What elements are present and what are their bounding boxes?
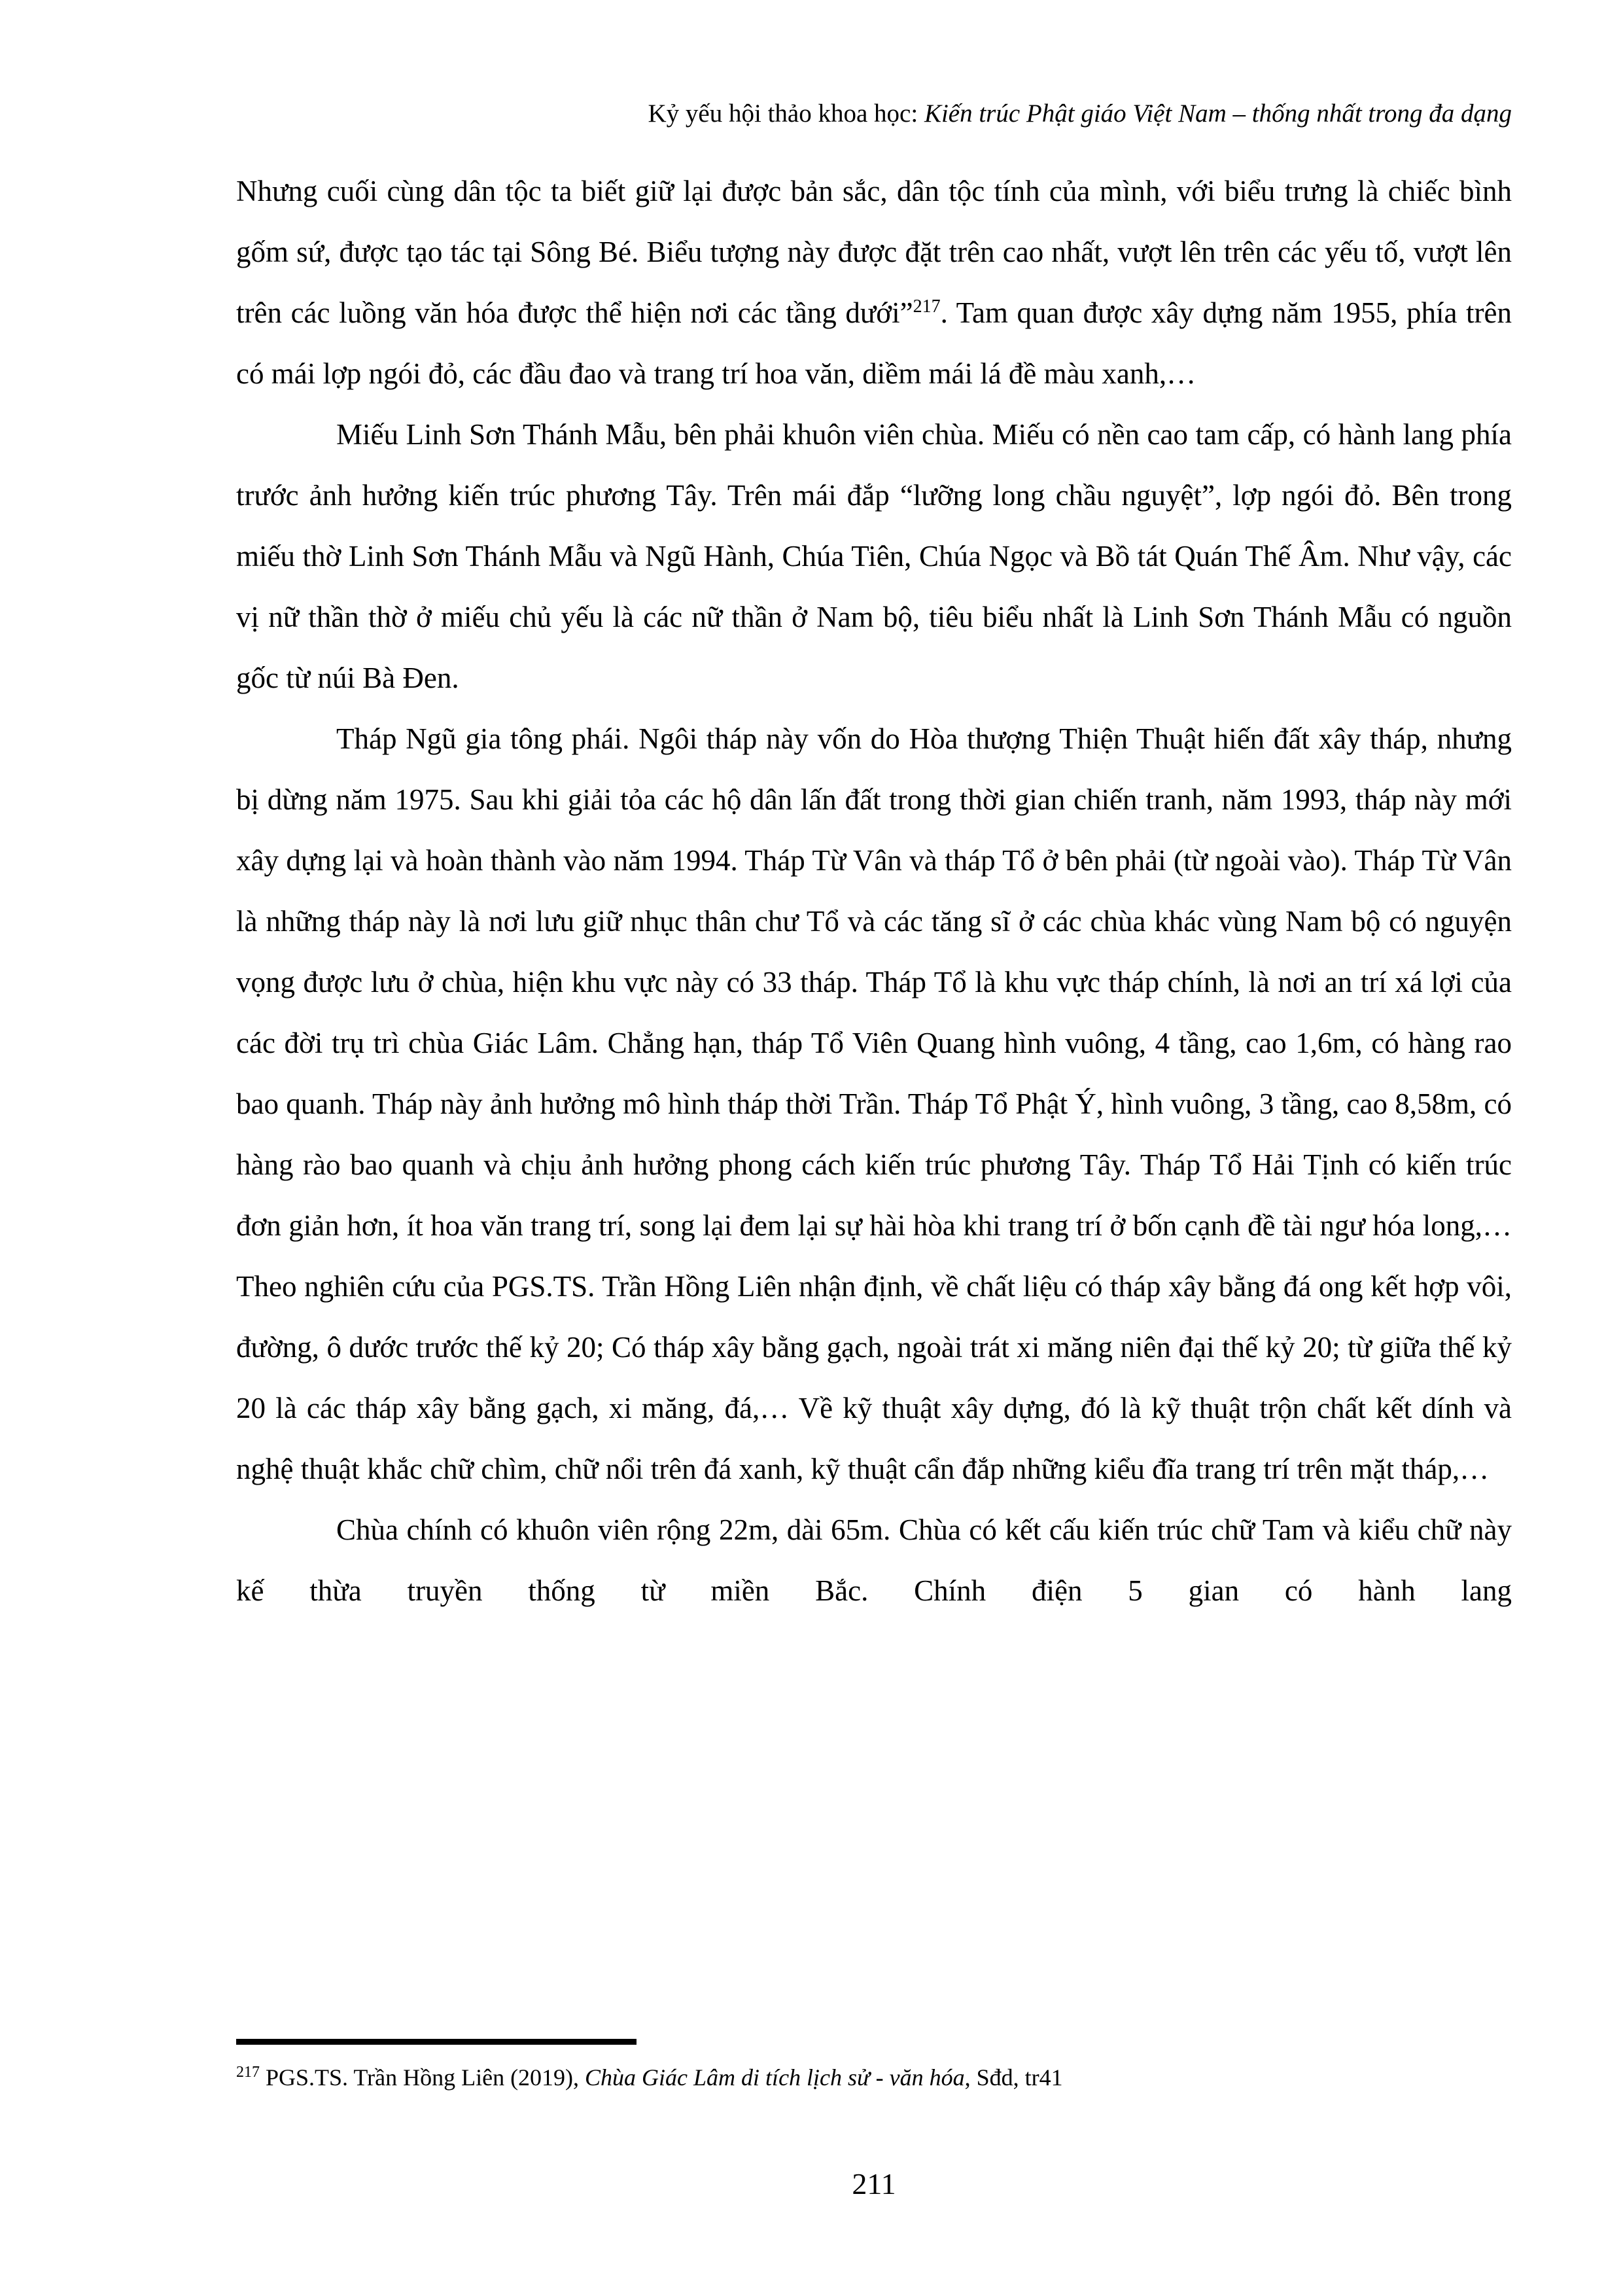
text-segment: Miếu Linh Sơn Thánh Mẫu, bên phải khuôn viên chùa. Miếu có nền cao tam cấp, có hành lang phía trước ảnh hưởng kiến trúc phương Tây. Trên mái đắp “lưỡng long chầu nguyệt”, lợp ngói đỏ. Bên trong miếu thờ Linh Sơn Thánh Mẫu và Ngũ Hành, Chúa Tiên, Chúa Ngọc và Bồ tát Quán Thế Âm. Như vậy, các vị nữ thần thờ ở miếu chủ yếu là các nữ thần ở Nam bộ, tiêu biểu nhất là Linh Sơn Thánh Mẫu có nguồn gốc từ núi Bà Đen. bbox=[236, 418, 1512, 694]
text-segment: Chùa Giác Lâm di tích lịch sử - văn hóa bbox=[585, 2064, 965, 2091]
page-number: 211 bbox=[852, 2167, 896, 2200]
header-conference-title: Kiến trúc Phật giáo Việt Nam – thống nhất trong đa dạng bbox=[924, 99, 1512, 128]
text-segment: PGS.TS. Trần Hồng Liên (2019), bbox=[260, 2064, 585, 2091]
footnote-separator bbox=[236, 2039, 637, 2045]
paragraph bbox=[236, 709, 1512, 1500]
footnote-text bbox=[260, 2064, 1063, 2091]
body-text bbox=[236, 161, 1512, 1621]
text-segment: Nhưng cuối cùng dân tộc ta biết giữ lại được bản sắc, dân tộc tính của mình, với biểu trưng là chiếc bình gốm sứ, được tạo tác tại Sông Bé. Biểu tượng này được đặt trên cao nhất, vượt lên trên các yếu tố, vượt lên trên các luồng văn hóa được thể hiện nơi các tầng dưới” bbox=[236, 175, 1512, 329]
text-segment: 217 bbox=[913, 296, 941, 317]
text-segment: . Tam quan được xây dựng năm 1955, phía trên có mái lợp ngói đỏ, các đầu đao và trang trí hoa văn, diềm mái lá đề màu xanh,… bbox=[236, 296, 1512, 390]
paragraph bbox=[236, 161, 1512, 404]
header-prefix: Kỷ yếu hội thảo khoa học: bbox=[648, 99, 924, 128]
running-header bbox=[236, 98, 1512, 130]
footnote bbox=[236, 2061, 1512, 2094]
text-segment: Chùa chính có khuôn viên rộng 22m, dài 65m. Chùa có kết cấu kiến trúc chữ Tam và kiểu chữ này kế thừa truyền thống từ miền Bắc. Chính điện 5 gian có hành lang bbox=[236, 1513, 1512, 1607]
text-segment: , Sđd, tr41 bbox=[964, 2064, 1063, 2091]
paragraph bbox=[236, 1500, 1512, 1621]
footnote-marker: 217 bbox=[236, 2064, 260, 2081]
paragraph bbox=[236, 404, 1512, 709]
text-segment: Tháp Ngũ gia tông phái. Ngôi tháp này vốn do Hòa thượng Thiện Thuật hiến đất xây tháp, nhưng bị dừng năm 1975. Sau khi giải tỏa các hộ dân lấn đất trong thời gian chiến tranh, năm 1993, tháp này mới xây dựng lại và hoàn thành vào năm 1994. Tháp Từ Vân và tháp Tổ ở bên phải (từ ngoài vào). Tháp Từ Vân là những tháp này là nơi lưu giữ nhục thân chư Tổ và các tăng sĩ ở các chùa khác vùng Nam bộ có nguyện vọng được lưu ở chùa, hiện khu vực này có 33 tháp. Tháp Tổ là khu vực tháp chính, là nơi an trí xá lợi của các đời trụ trì chùa Giác Lâm. Chẳng hạn, tháp Tổ Viên Quang hình vuông, 4 tầng, cao 1,6m, có hàng rao bao quanh. Tháp này ảnh hưởng mô hình tháp thời Trần. Tháp Tổ Phật Ý, hình vuông, 3 tầng, cao 8,58m, có hàng rào bao quanh và chịu ảnh hưởng phong cách kiến trúc phương Tây. Tháp Tổ Hải Tịnh có kiến trúc đơn giản hơn, ít hoa văn trang trí, song lại đem lại sự hài hòa khi trang trí ở bốn cạnh đề tài ngư hóa long,… Theo nghiên cứu của PGS.TS. Trần Hồng Liên nhận định, về chất liệu có tháp xây bằng đá ong kết hợp vôi, đường, ô dước trước thế kỷ 20; Có tháp xây bằng gạch, ngoài trát xi măng niên đại thế kỷ 20; từ giữa thế kỷ 20 là các tháp xây bằng gạch, xi măng, đá,… Về kỹ thuật xây dựng, đó là kỹ thuật trộn chất kết dính và nghệ thuật khắc chữ chìm, chữ nổi trên đá xanh, kỹ thuật cẩn đắp những kiểu đĩa trang trí trên mặt tháp,… bbox=[236, 722, 1512, 1485]
